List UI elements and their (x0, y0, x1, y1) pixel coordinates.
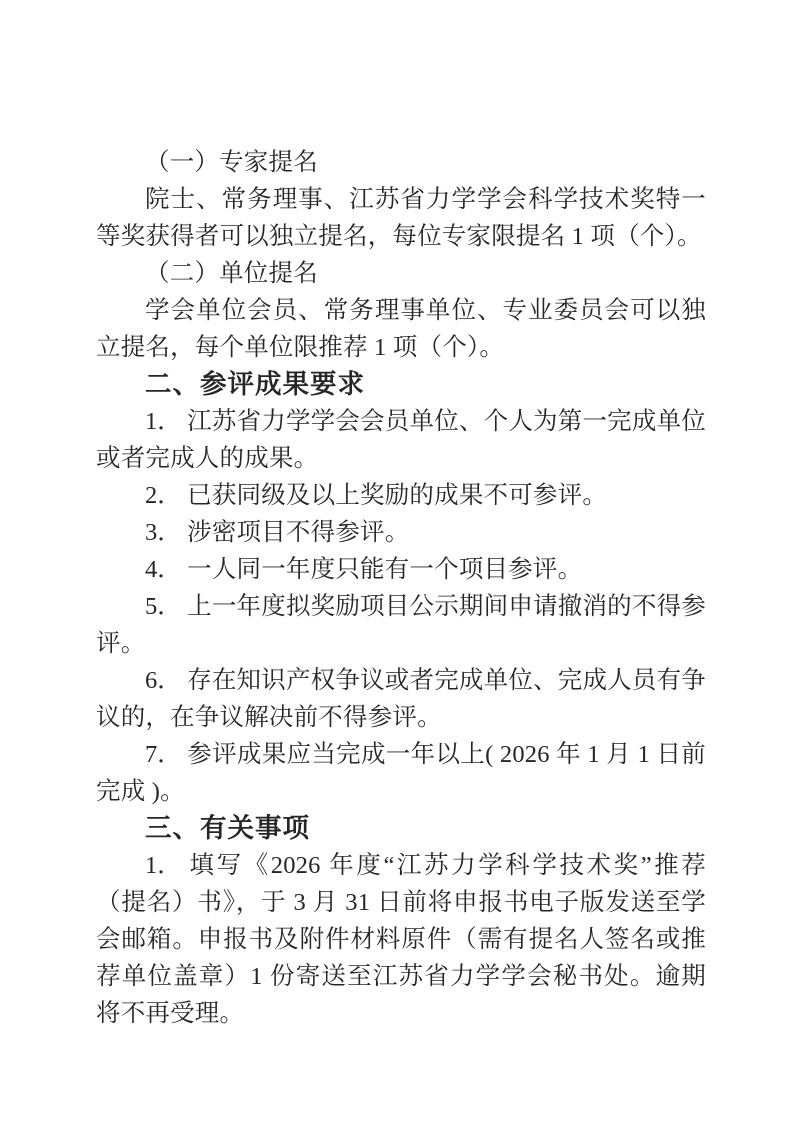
item-number: 5． (145, 593, 182, 620)
item-number: 7． (145, 741, 182, 768)
subheading-expert-nomination: （一）专家提名 (145, 149, 318, 176)
item-number: 2． (145, 482, 182, 509)
section-heading-requirements: 二、参评成果要求 (145, 369, 366, 399)
item-text: 存在知识产权争议或者完成单位、完成人员有争议的，在争议解决前不得参评。 (96, 667, 706, 731)
item-text: 填写《2026 年度“江苏力学科学技术奖”推荐（提名）书》，于 3 月 31 日前将申报书电子版发送至学会邮箱。申报书及附件材料原件（需有提名人签名或推荐单位盖章）1 份寄送至江苏省力学学会秘书处。逾期将不再受理。 (96, 852, 706, 1027)
numbered-item-4 (96, 551, 706, 588)
document-content (96, 144, 706, 1032)
section-heading-related-matters: 三、有关事项 (145, 813, 311, 843)
item-text: 上一年度拟奖励项目公示期间申请撤消的不得参评。 (96, 593, 706, 657)
item-number: 1． (145, 408, 182, 435)
item-number: 4． (145, 556, 182, 583)
item-number: 3． (145, 519, 182, 546)
numbered-item-related-1 (96, 847, 706, 1032)
numbered-item-1 (96, 403, 706, 477)
numbered-item-3 (96, 514, 706, 551)
numbered-item-2 (96, 477, 706, 514)
item-number: 6． (145, 667, 182, 694)
item-text: 已获同级及以上奖励的成果不可参评。 (187, 482, 608, 509)
numbered-item-5 (96, 588, 706, 662)
paragraph-expert-nomination-body: 院士、常务理事、江苏省力学学会科学技术奖特一等奖获得者可以独立提名，每位专家限提名 1 项（个）。 (96, 186, 706, 250)
numbered-item-6 (96, 662, 706, 736)
item-number: 1． (145, 852, 182, 879)
paragraph-unit-nomination-body: 学会单位会员、常务理事单位、专业委员会可以独立提名，每个单位限推荐 1 项（个）。 (96, 297, 706, 361)
subheading-unit-nomination: （二）单位提名 (145, 260, 318, 287)
item-text: 一人同一年度只能有一个项目参评。 (187, 556, 583, 583)
item-text: 参评成果应当完成一年以上( 2026 年 1 月 1 日前完成 )。 (96, 741, 706, 805)
item-text: 涉密项目不得参评。 (187, 519, 410, 546)
item-text: 江苏省力学学会会员单位、个人为第一完成单位或者完成人的成果。 (96, 408, 706, 472)
numbered-item-7 (96, 736, 706, 810)
